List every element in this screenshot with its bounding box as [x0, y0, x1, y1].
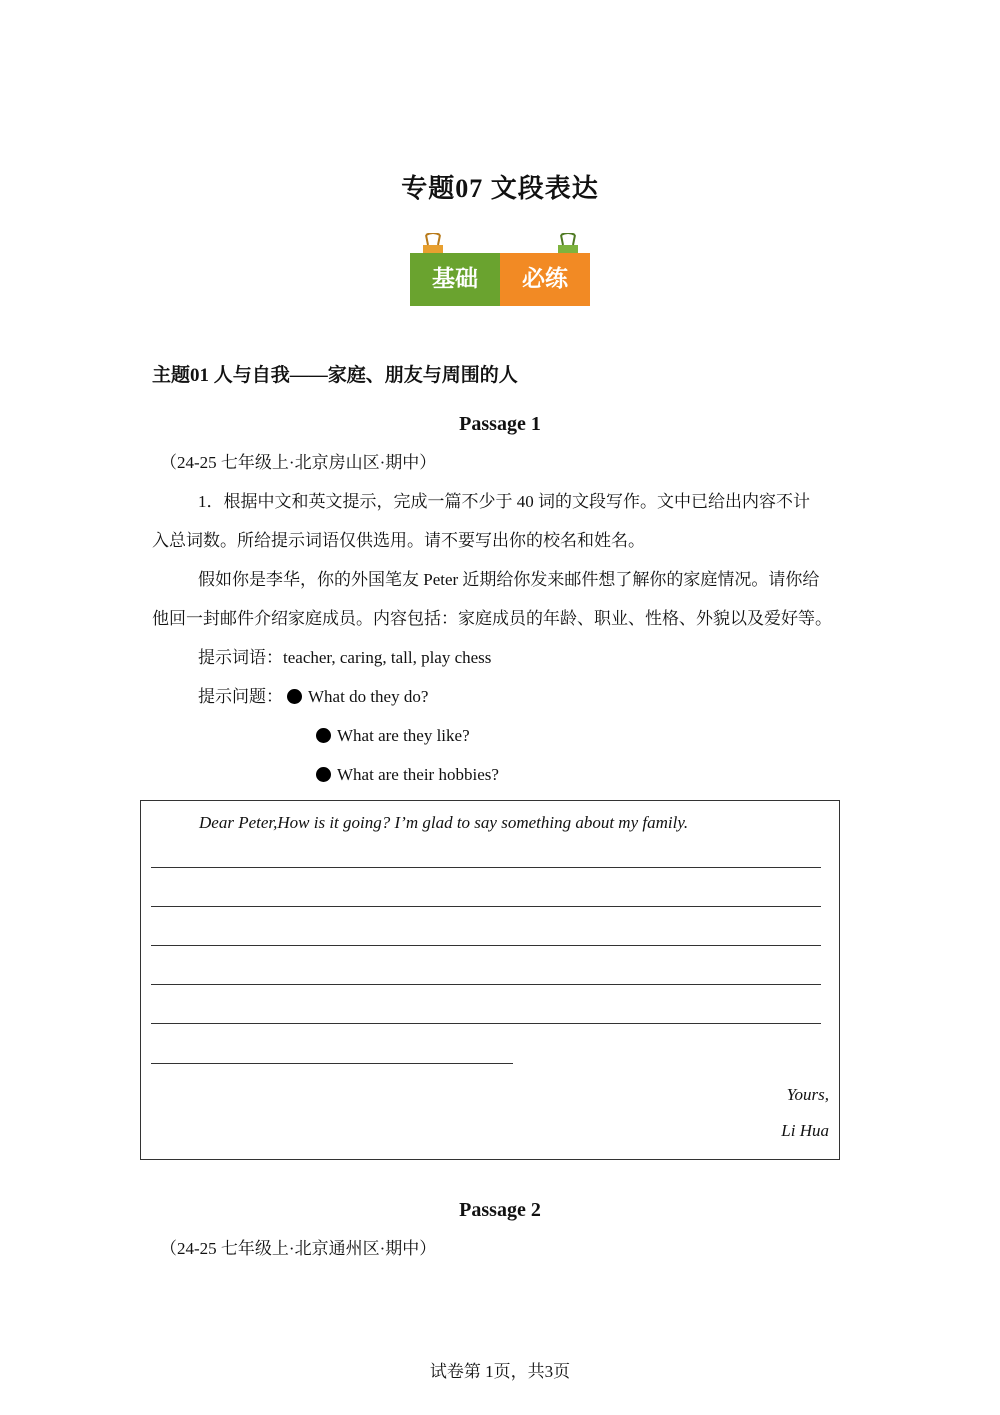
hint-question-item: What do they do? [287, 686, 428, 708]
question-text: 1．根据中文和英文提示，完成一篇不少于 40 词的文段写作。文中已给出内容不计 [198, 492, 810, 511]
theme-heading: 主题01 人与自我——家庭、朋友与周围的人 [152, 365, 518, 386]
hint-questions-label: 提示问题： [198, 687, 283, 706]
passage-2-source: （24-25 七年级上·北京通州区·期中） [160, 1239, 437, 1258]
letter-signature: Li Hua [781, 1121, 829, 1140]
passage-2-heading: Passage 2 [459, 1199, 541, 1221]
writing-line[interactable] [151, 906, 821, 907]
bullet-icon [287, 689, 302, 704]
badge-right-label: 必练 [500, 253, 590, 306]
letter-closing: Yours, [786, 1085, 829, 1104]
hint-question-item: What are their hobbies? [316, 764, 499, 786]
writing-line[interactable] [151, 867, 821, 868]
prompt-text: 他回一封邮件介绍家庭成员。内容包括：家庭成员的年龄、职业、性格、外貌以及爱好等。 [152, 609, 832, 628]
letter-salutation: Dear Peter,How is it going? I’m glad to say something about my family. [199, 813, 689, 832]
question-text: 入总词数。所给提示词语仅供选用。请不要写出你的校名和姓名。 [152, 531, 645, 550]
section-badge [410, 233, 590, 306]
bullet-icon [316, 767, 331, 782]
writing-line[interactable] [151, 1023, 821, 1024]
writing-line[interactable] [151, 1063, 513, 1064]
page-footer: 试卷第 1页，共3页 [429, 1362, 571, 1381]
writing-line[interactable] [151, 984, 821, 985]
writing-box [140, 800, 840, 1160]
badge-left-label: 基础 [410, 253, 500, 306]
prompt-text: 假如你是李华，你的外国笔友 Peter 近期给你发来邮件想了解你的家庭情况。请你给 [198, 570, 820, 589]
page-title: 专题07 文段表达 [401, 174, 599, 203]
writing-line[interactable] [151, 945, 821, 946]
hint-words: 提示词语：teacher, caring, tall, play chess [198, 648, 492, 667]
passage-1-heading: Passage 1 [459, 413, 541, 435]
passage-1-source: （24-25 七年级上·北京房山区·期中） [160, 453, 437, 472]
bullet-icon [316, 728, 331, 743]
hint-question-item: What are they like? [316, 725, 470, 747]
